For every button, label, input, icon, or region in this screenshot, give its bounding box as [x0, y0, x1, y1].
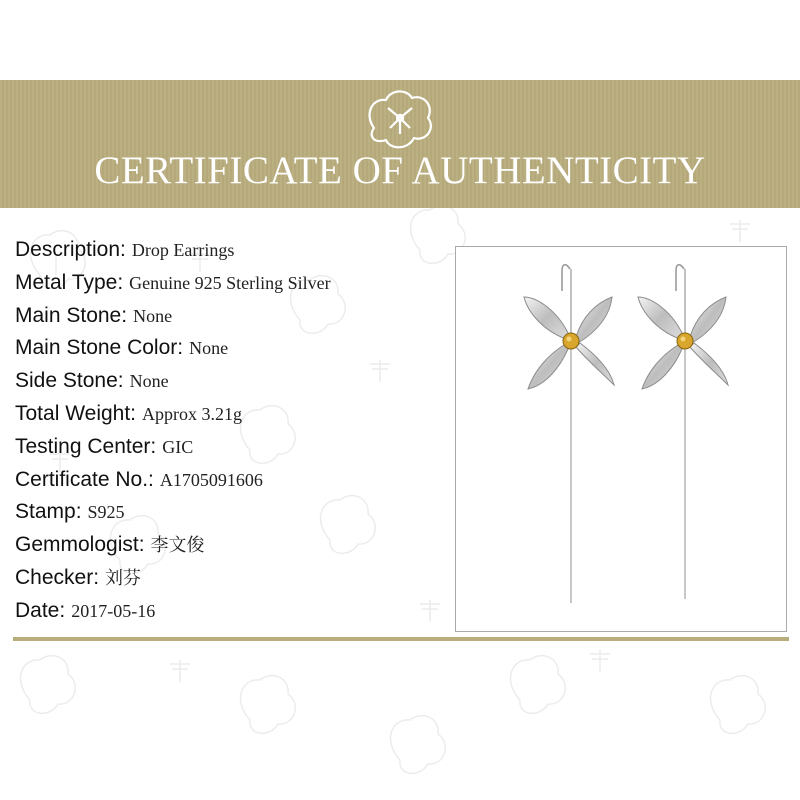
spec-row-main-stone-color [15, 334, 331, 367]
spec-row-metal-type [15, 269, 331, 302]
lotus-leaf-pattern-icon [21, 656, 76, 714]
spec-row-testing-center [15, 433, 331, 466]
earring-image-left [514, 261, 624, 621]
spec-value: 2017-05-16 [71, 600, 156, 621]
spec-label: Main Stone Color: [15, 336, 184, 360]
spec-value: 刘芬 [105, 567, 142, 588]
spec-label: Total Weight: [15, 401, 137, 425]
spec-row-certificate-no [15, 466, 331, 499]
spec-value: Drop Earrings [131, 240, 235, 260]
spec-value: Genuine 925 Sterling Silver [129, 272, 331, 293]
spec-value: 李文俊 [150, 535, 205, 556]
earring-image-right [628, 261, 738, 621]
lotus-leaf-pattern-icon [241, 676, 296, 734]
dragonfly-pattern-icon [590, 650, 610, 672]
dragonfly-pattern-icon [730, 220, 750, 242]
spec-label: Gemmologist: [15, 533, 145, 557]
lotus-leaf-pattern-icon [391, 716, 446, 774]
spec-value: None [133, 305, 173, 326]
spec-label: Certificate No.: [15, 467, 154, 491]
spec-row-checker [15, 564, 331, 597]
spec-value: S925 [87, 502, 125, 523]
spec-label: Testing Center: [15, 434, 157, 458]
spec-label: Side Stone: [15, 369, 124, 393]
spec-value: None [189, 338, 229, 359]
spec-row-description [15, 236, 331, 269]
spec-value: Approx 3.21g [142, 403, 243, 424]
footer-divider [13, 637, 789, 641]
spec-row-gemmologist [15, 531, 331, 564]
spec-label: Checker: [15, 565, 100, 589]
spec-value: A1705091606 [159, 469, 263, 490]
spec-label: Stamp: [15, 500, 82, 524]
spec-row-main-stone [15, 302, 331, 335]
dragonfly-pattern-icon [170, 660, 190, 682]
spec-row-side-stone [15, 367, 331, 400]
spec-value: None [129, 371, 169, 392]
dragonfly-pattern-icon [420, 600, 440, 622]
spec-value: GIC [162, 436, 194, 457]
dragonfly-pattern-icon [370, 360, 390, 382]
spec-label: Metal Type: [15, 270, 124, 294]
lotus-leaf-pattern-icon [711, 676, 766, 734]
spec-row-date [15, 597, 331, 630]
spec-row-stamp [15, 498, 331, 531]
spec-label: Main Stone: [15, 303, 128, 327]
lotus-leaf-pattern-icon [511, 656, 566, 714]
product-photo [455, 246, 787, 632]
spec-label: Description: [15, 238, 126, 261]
spec-row-total-weight [15, 400, 331, 433]
lotus-leaf-icon [360, 84, 440, 156]
spec-label: Date: [15, 598, 66, 622]
spec-list [15, 236, 331, 630]
page-title: CERTIFICATE OF AUTHENTICITY [94, 149, 706, 192]
